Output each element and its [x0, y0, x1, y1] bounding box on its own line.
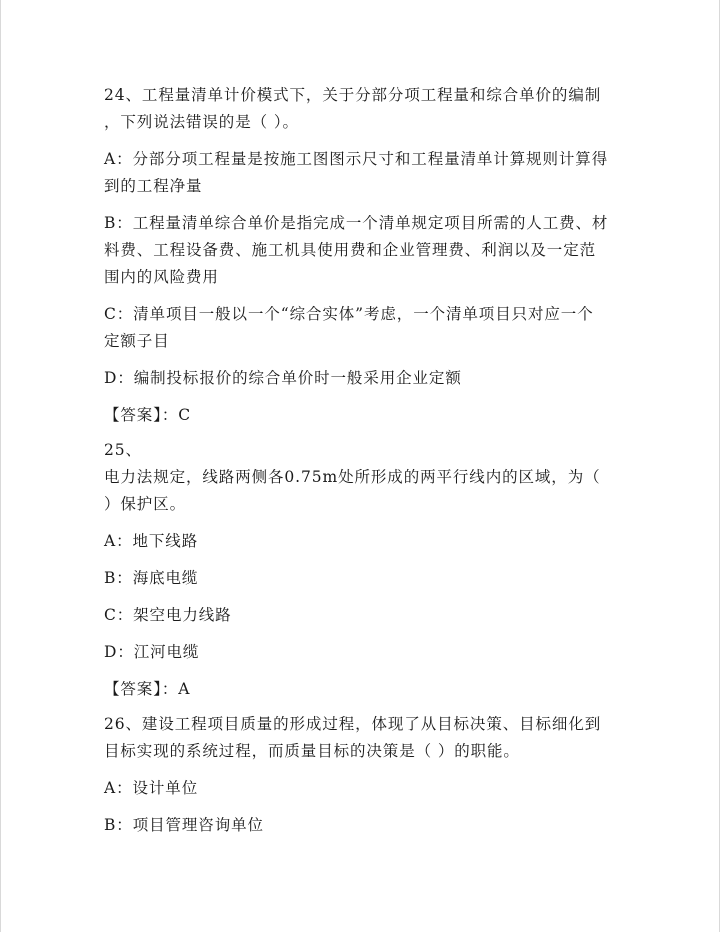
option-a: 到的工程净量 [104, 177, 203, 195]
option-a: A：设计单位 [104, 779, 199, 797]
question-25 [104, 437, 624, 703]
question-stem-line: 24、工程量清单计价模式下，关于分部分项工程量和综合单价的编制 [104, 86, 602, 104]
option-d: D：江河电缆 [104, 643, 200, 661]
option-b: 围内的风险费用 [104, 268, 219, 286]
question-stem-line: ）保护区。 [104, 495, 187, 513]
answer-label: 【答案】：C [104, 406, 192, 424]
option-b: 料费、工程设备费、施工机具使用费和企业管理费、利润以及一定范 [104, 241, 597, 259]
question-26 [104, 711, 624, 839]
answer-label: 【答案】：A [104, 680, 191, 698]
option-d: D：编制投标报价的综合单价时一般采用企业定额 [104, 369, 462, 387]
option-a: A：分部分项工程量是按施工图图示尺寸和工程量清单计算规则计算得 [104, 150, 609, 168]
option-a: A：地下线路 [104, 532, 199, 550]
option-b: B：海底电缆 [104, 569, 199, 587]
question-stem-line: 25、 [104, 441, 142, 459]
question-24 [104, 82, 624, 429]
question-stem-line: ，下列说法错误的是（ ）。 [104, 113, 299, 131]
option-c: 定额子目 [104, 332, 170, 350]
document-body [104, 82, 624, 839]
option-c: C：清单项目一般以一个“综合实体”考虑，一个清单项目只对应一个 [104, 305, 594, 323]
question-stem-line: 电力法规定，线路两侧各0.75m处所形成的两平行线内的区域，为（ [104, 468, 601, 486]
option-b: B：工程量清单综合单价是指完成一个清单规定项目所需的人工费、材 [104, 214, 609, 232]
question-stem-line: 26、建设工程项目质量的形成过程，体现了从目标决策、目标细化到 [104, 715, 602, 733]
option-b: B：项目管理咨询单位 [104, 816, 264, 834]
option-c: C：架空电力线路 [104, 606, 232, 624]
question-stem-line: 目标实现的系统过程，而质量目标的决策是（ ）的职能。 [104, 742, 520, 760]
